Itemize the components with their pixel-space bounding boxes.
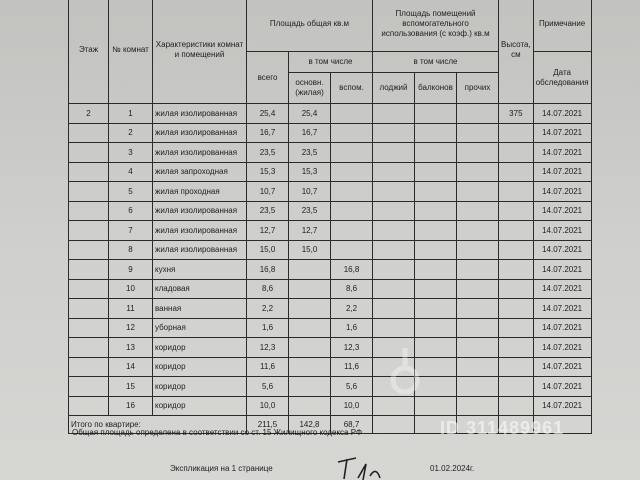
height-cell — [499, 123, 534, 143]
survey-date-cell: 14.07.2021 — [533, 240, 591, 260]
total-area-cell: 2,2 — [247, 299, 289, 319]
total-area-cell: 12,3 — [247, 338, 289, 358]
main-area-cell: 23,5 — [289, 201, 331, 221]
other-cell — [457, 104, 499, 124]
header-room-number: № комнат — [109, 0, 153, 104]
aux-area-cell: 10,0 — [331, 396, 373, 416]
floor-cell — [69, 221, 109, 241]
header-height: Высота, см — [499, 0, 534, 104]
other-cell — [457, 123, 499, 143]
table-row — [69, 201, 592, 221]
floor-cell — [69, 357, 109, 377]
table-row — [69, 162, 592, 182]
floor-cell — [69, 123, 109, 143]
loggia-cell — [373, 104, 415, 124]
room-name-cell: жилая изолированная — [153, 143, 247, 163]
survey-date-cell: 14.07.2021 — [533, 260, 591, 280]
main-area-cell — [289, 260, 331, 280]
room-number-cell: 14 — [109, 357, 153, 377]
loggia-cell — [373, 318, 415, 338]
balcony-cell — [415, 279, 457, 299]
survey-date-cell: 14.07.2021 — [533, 201, 591, 221]
height-cell: 375 — [499, 104, 534, 124]
main-area-cell — [289, 338, 331, 358]
header-main-living: основн. (жилая) — [289, 73, 331, 104]
balcony-cell — [415, 260, 457, 280]
other-cell — [457, 240, 499, 260]
floor-cell — [69, 201, 109, 221]
floor-cell — [69, 143, 109, 163]
signature — [330, 452, 390, 480]
total-area-cell: 23,5 — [247, 143, 289, 163]
totals-aux: 68,7 — [331, 416, 373, 434]
floor-cell — [69, 318, 109, 338]
room-number-cell: 6 — [109, 201, 153, 221]
table-row — [69, 318, 592, 338]
balcony-cell — [415, 221, 457, 241]
room-name-cell: жилая изолированная — [153, 104, 247, 124]
header-row-1 — [69, 0, 592, 52]
table-row — [69, 279, 592, 299]
aux-area-cell — [331, 123, 373, 143]
room-number-cell: 1 — [109, 104, 153, 124]
aux-area-cell: 5,6 — [331, 377, 373, 397]
aux-area-cell — [331, 182, 373, 202]
main-area-cell — [289, 396, 331, 416]
balcony-cell — [415, 299, 457, 319]
survey-date-cell: 14.07.2021 — [533, 143, 591, 163]
main-area-cell: 25,4 — [289, 104, 331, 124]
other-cell — [457, 279, 499, 299]
room-number-cell: 15 — [109, 377, 153, 397]
other-cell — [457, 318, 499, 338]
room-name-cell: кухня — [153, 260, 247, 280]
table-row — [69, 221, 592, 241]
total-area-cell: 16,7 — [247, 123, 289, 143]
main-area-cell — [289, 279, 331, 299]
header-balconies: балконов — [415, 73, 457, 104]
aux-area-cell: 8,6 — [331, 279, 373, 299]
header-aux-area: Площадь помещений вспомогательного использования (с коэф.) кв.м — [373, 0, 499, 52]
floor-cell — [69, 396, 109, 416]
floor-cell — [69, 279, 109, 299]
room-number-cell: 2 — [109, 123, 153, 143]
room-number-cell: 8 — [109, 240, 153, 260]
table-row — [69, 182, 592, 202]
survey-date-cell: 14.07.2021 — [533, 162, 591, 182]
pages-note: Экспликация на 1 странице — [170, 464, 273, 473]
main-area-cell: 16,7 — [289, 123, 331, 143]
room-number-cell: 5 — [109, 182, 153, 202]
height-cell — [499, 182, 534, 202]
other-cell — [457, 182, 499, 202]
room-number-cell: 10 — [109, 279, 153, 299]
aux-area-cell — [331, 104, 373, 124]
height-cell — [499, 318, 534, 338]
room-name-cell: коридор — [153, 377, 247, 397]
total-area-cell: 1,6 — [247, 318, 289, 338]
total-area-cell: 15,3 — [247, 162, 289, 182]
survey-date-cell: 14.07.2021 — [533, 279, 591, 299]
total-area-cell: 23,5 — [247, 201, 289, 221]
survey-date-cell: 14.07.2021 — [533, 104, 591, 124]
height-cell — [499, 299, 534, 319]
main-area-cell: 10,7 — [289, 182, 331, 202]
other-cell — [457, 260, 499, 280]
table-row — [69, 143, 592, 163]
loggia-cell — [373, 143, 415, 163]
main-area-cell — [289, 318, 331, 338]
header-loggias: лоджий — [373, 73, 415, 104]
loggia-cell — [373, 201, 415, 221]
header-total-area: Площадь общая кв.м — [247, 0, 373, 52]
total-area-cell: 10,7 — [247, 182, 289, 202]
height-cell — [499, 201, 534, 221]
main-area-cell: 15,3 — [289, 162, 331, 182]
room-number-cell: 12 — [109, 318, 153, 338]
floor-cell — [69, 182, 109, 202]
totals-total: 211,5 — [247, 416, 289, 434]
height-cell — [499, 221, 534, 241]
balcony-cell — [415, 162, 457, 182]
balcony-cell — [415, 143, 457, 163]
room-name-cell: кладовая — [153, 279, 247, 299]
floor-cell — [69, 377, 109, 397]
table-row — [69, 240, 592, 260]
room-name-cell: ванная — [153, 299, 247, 319]
header-including-2: в том числе — [373, 52, 499, 73]
total-area-cell: 16,8 — [247, 260, 289, 280]
aux-area-cell: 12,3 — [331, 338, 373, 358]
room-number-cell: 7 — [109, 221, 153, 241]
balcony-cell — [415, 201, 457, 221]
room-name-cell: жилая запроходная — [153, 162, 247, 182]
watermark-logo — [385, 340, 565, 420]
balcony-cell — [415, 318, 457, 338]
total-area-cell: 25,4 — [247, 104, 289, 124]
room-name-cell: коридор — [153, 338, 247, 358]
room-number-cell: 9 — [109, 260, 153, 280]
height-cell — [499, 240, 534, 260]
total-area-cell: 12,7 — [247, 221, 289, 241]
main-area-cell — [289, 357, 331, 377]
survey-date-cell: 14.07.2021 — [533, 221, 591, 241]
survey-date-cell: 14.07.2021 — [533, 396, 591, 416]
document-date: 01.02.2024г. — [430, 464, 475, 473]
floor-cell — [69, 240, 109, 260]
floor-cell — [69, 299, 109, 319]
room-number-cell: 3 — [109, 143, 153, 163]
table-row — [69, 299, 592, 319]
totals-label: Итого по квартире: — [69, 416, 247, 434]
balcony-cell — [415, 123, 457, 143]
height-cell — [499, 162, 534, 182]
loggia-cell — [373, 240, 415, 260]
aux-area-cell — [331, 162, 373, 182]
loggia-cell — [373, 162, 415, 182]
other-cell — [457, 299, 499, 319]
floor-cell — [69, 162, 109, 182]
survey-date-cell: 14.07.2021 — [533, 182, 591, 202]
room-number-cell: 4 — [109, 162, 153, 182]
survey-date-cell: 14.07.2021 — [533, 338, 591, 358]
other-cell — [457, 201, 499, 221]
header-total: всего — [247, 52, 289, 104]
total-area-cell: 10,0 — [247, 396, 289, 416]
loggia-cell — [373, 123, 415, 143]
loggia-cell — [373, 299, 415, 319]
height-cell — [499, 279, 534, 299]
loggia-cell — [373, 260, 415, 280]
main-area-cell — [289, 299, 331, 319]
area-basis-note: Общая площадь определена в соответствии со ст. 15 Жилищного кодекса РФ — [72, 428, 363, 437]
main-area-cell — [289, 377, 331, 397]
header-survey-date: Дата обследования — [533, 52, 591, 104]
other-cell — [457, 221, 499, 241]
floor-cell: 2 — [69, 104, 109, 124]
table-row — [69, 260, 592, 280]
survey-date-cell: 14.07.2021 — [533, 357, 591, 377]
total-area-cell: 8,6 — [247, 279, 289, 299]
room-number-cell: 13 — [109, 338, 153, 358]
aux-area-cell — [331, 240, 373, 260]
room-name-cell: жилая изолированная — [153, 123, 247, 143]
loggia-cell — [373, 221, 415, 241]
balcony-cell — [415, 240, 457, 260]
header-including: в том числе — [289, 52, 373, 73]
header-other: прочих — [457, 73, 499, 104]
height-cell — [499, 260, 534, 280]
room-name-cell: жилая изолированная — [153, 201, 247, 221]
watermark-id: ID 311489961 — [440, 418, 565, 438]
loggia-cell — [373, 279, 415, 299]
header-aux: вспом. — [331, 73, 373, 104]
table-row — [69, 123, 592, 143]
survey-date-cell: 14.07.2021 — [533, 318, 591, 338]
other-cell — [457, 162, 499, 182]
room-name-cell: уборная — [153, 318, 247, 338]
total-area-cell: 5,6 — [247, 377, 289, 397]
aux-area-cell — [331, 201, 373, 221]
floor-cell — [69, 260, 109, 280]
balcony-cell — [415, 104, 457, 124]
totals-main: 142,8 — [289, 416, 331, 434]
room-name-cell: жилая изолированная — [153, 221, 247, 241]
survey-date-cell: 14.07.2021 — [533, 123, 591, 143]
aux-area-cell: 16,8 — [331, 260, 373, 280]
aux-area-cell — [331, 143, 373, 163]
main-area-cell: 12,7 — [289, 221, 331, 241]
survey-date-cell: 14.07.2021 — [533, 377, 591, 397]
room-number-cell: 16 — [109, 396, 153, 416]
other-cell — [457, 143, 499, 163]
aux-area-cell: 1,6 — [331, 318, 373, 338]
room-name-cell: жилая проходная — [153, 182, 247, 202]
aux-area-cell: 2,2 — [331, 299, 373, 319]
aux-area-cell — [331, 221, 373, 241]
total-area-cell: 15,0 — [247, 240, 289, 260]
room-number-cell: 11 — [109, 299, 153, 319]
header-characteristics: Характеристики комнат и помещений — [153, 0, 247, 104]
aux-area-cell: 11,6 — [331, 357, 373, 377]
room-name-cell: коридор — [153, 357, 247, 377]
room-name-cell: жилая изолированная — [153, 240, 247, 260]
header-note: Примечание — [533, 0, 591, 52]
total-area-cell: 11,6 — [247, 357, 289, 377]
balcony-cell — [415, 182, 457, 202]
header-floor: Этаж — [69, 0, 109, 104]
main-area-cell: 23,5 — [289, 143, 331, 163]
floor-cell — [69, 338, 109, 358]
room-name-cell: коридор — [153, 396, 247, 416]
table-row — [69, 104, 592, 124]
survey-date-cell: 14.07.2021 — [533, 299, 591, 319]
loggia-cell — [373, 182, 415, 202]
height-cell — [499, 143, 534, 163]
main-area-cell: 15,0 — [289, 240, 331, 260]
